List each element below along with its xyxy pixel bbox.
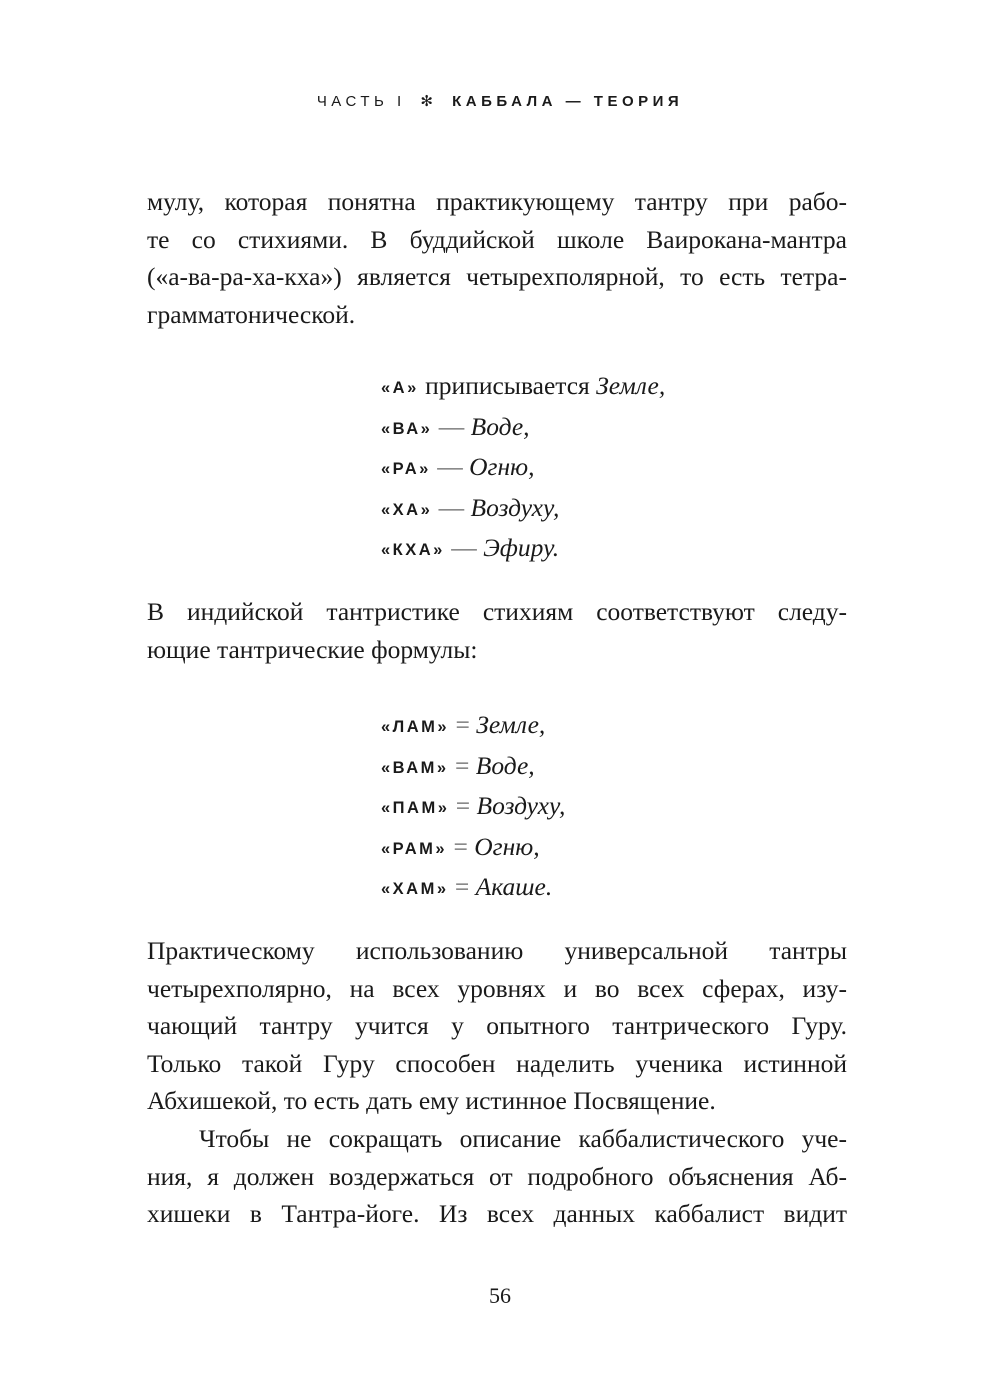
text-line: мулу, которая понятна практикующему тантру при рабо- bbox=[147, 187, 847, 216]
element-name: Воздуху, bbox=[470, 492, 560, 522]
text-line: («а-ва-ра-ха-кха») является четырехполярной, то есть тетра- bbox=[147, 262, 847, 291]
paragraph-3 bbox=[147, 932, 847, 1120]
text-line: ющие тантрические формулы: bbox=[147, 634, 478, 664]
element-name: Эфиру. bbox=[483, 533, 560, 562]
header-separator-icon: ✻ bbox=[420, 93, 438, 110]
element-name: Воздуху, bbox=[476, 791, 566, 820]
text-line: ния, я должен воздержаться от подробного объяснения Аб- bbox=[147, 1161, 847, 1191]
mantra-syllable: «КХА» bbox=[381, 541, 445, 559]
connector: = bbox=[449, 791, 477, 820]
element-name: Огню, bbox=[474, 831, 540, 861]
page-number: 56 bbox=[489, 1283, 511, 1308]
element-name: Земле, bbox=[476, 710, 546, 739]
element-name: Огню, bbox=[469, 452, 535, 481]
mantra-syllable: «ВА» bbox=[381, 419, 433, 438]
text-line: чающий тантру учится у опытного тантрического Гуру. bbox=[147, 1011, 847, 1040]
element-name: Земле, bbox=[596, 371, 666, 400]
list-item bbox=[381, 489, 665, 530]
connector: = bbox=[449, 710, 477, 739]
mantra-list-vairokana bbox=[381, 367, 665, 570]
paragraph-1 bbox=[147, 183, 847, 333]
text-line: Абхишекой, то есть дать ему истинное Посвящение. bbox=[147, 1086, 716, 1115]
connector: — bbox=[432, 411, 471, 441]
text-line: четырехполярно, на всех уровнях и во всех сферах, изу- bbox=[147, 973, 847, 1003]
paragraph-4 bbox=[147, 1120, 847, 1233]
mantra-syllable: «ЛАМ» bbox=[381, 718, 450, 736]
connector: — bbox=[430, 452, 470, 481]
connector: = bbox=[447, 831, 475, 861]
mantra-syllable: «РА» bbox=[381, 460, 431, 478]
mantra-syllable: «РАМ» bbox=[381, 839, 448, 858]
connector: = bbox=[448, 750, 476, 780]
list-item bbox=[381, 408, 665, 449]
element-name: Воде, bbox=[475, 750, 535, 780]
text-line: В индийской тантристике стихиям соответствуют следу- bbox=[147, 597, 847, 626]
connector: — bbox=[432, 492, 471, 522]
element-name: Воде, bbox=[470, 411, 530, 441]
list-item bbox=[381, 828, 565, 869]
text-line: Практическому использованию универсальной тантры bbox=[147, 936, 847, 965]
list-item bbox=[381, 529, 665, 570]
mantra-syllable: «А» bbox=[381, 379, 419, 397]
mantra-list-indian bbox=[381, 706, 565, 909]
mantra-syllable: «ВАМ» bbox=[381, 758, 449, 777]
mantra-syllable: «ХАМ» bbox=[381, 880, 449, 898]
text-line: Только такой Гуру способен наделить ученика истинной bbox=[147, 1048, 847, 1078]
list-item bbox=[381, 747, 565, 788]
paragraph-2 bbox=[147, 593, 847, 668]
text-line: Чтобы не сокращать описание каббалистического уче- bbox=[199, 1124, 847, 1153]
header-section-title: КАББАЛА — ТЕОРИЯ bbox=[452, 93, 684, 110]
list-item bbox=[381, 706, 565, 747]
element-name: Акаше. bbox=[475, 872, 553, 901]
connector: = bbox=[448, 872, 476, 901]
connector: приписывается bbox=[418, 371, 597, 400]
text-line: те со стихиями. В буддийской школе Ваирокана-мантра bbox=[147, 224, 847, 254]
mantra-syllable: «ХА» bbox=[381, 500, 433, 519]
mantra-syllable: «ПАМ» bbox=[381, 799, 450, 817]
connector: — bbox=[444, 533, 484, 562]
text-line: хишеки в Тантра-йоге. Из всех данных каббалист видит bbox=[147, 1199, 847, 1228]
list-item bbox=[381, 787, 565, 828]
header-part: ЧАСТЬ I bbox=[316, 93, 406, 110]
text-line: грамматонической. bbox=[147, 299, 356, 329]
list-item bbox=[381, 868, 565, 909]
list-item bbox=[381, 367, 665, 408]
list-item bbox=[381, 448, 665, 489]
running-header bbox=[0, 92, 1000, 110]
